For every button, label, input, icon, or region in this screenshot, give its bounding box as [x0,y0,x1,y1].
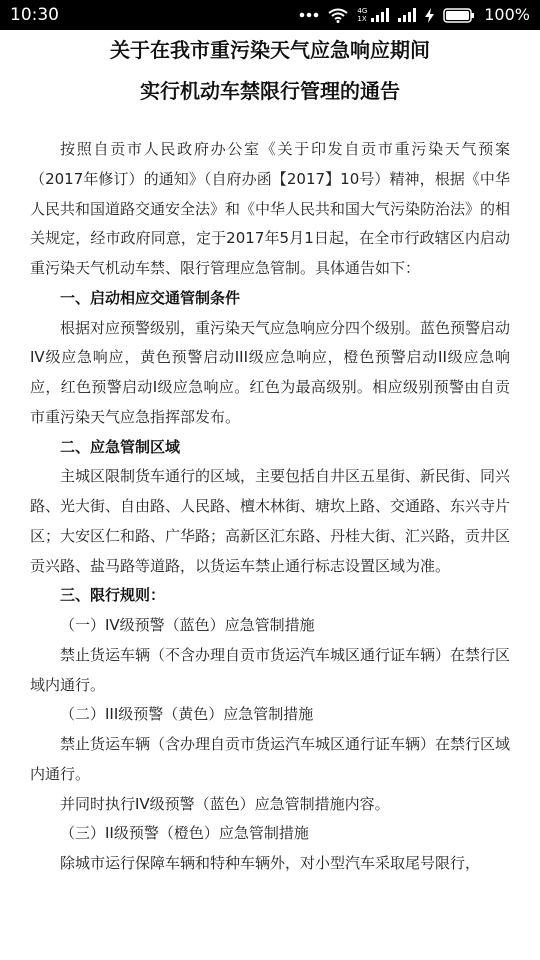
body-paragraph: 根据对应预警级别，重污染天气应急响应分四个级别。蓝色预警启动IV级应急响应，黄色预警启动III级应急响应，橙色预警启动II级应急响应，红色预警启动I级应急响应。红色为最高级别。相应级别预警由自贡市重污染天气应急指挥部发布。 [30,318,511,426]
signal-bars-icon-1 [371,8,389,22]
section-heading: 二、应急管制区域 [60,437,181,456]
notice-title-line-2: 实行机动车禁限行管理的通告 [140,79,400,103]
more-dots-icon [299,12,319,18]
body-paragraph: （一）IV级预警（蓝色）应急管制措施 [60,616,315,634]
network-4g-label: 4G [357,7,368,15]
body-paragraph: （二）III级预警（黄色）应急管制措施 [60,705,314,724]
body-paragraph: 除城市运行保障车辆和特种车辆外，对小型汽车采取尾号限行， [60,854,481,872]
status-time: 10:30 [10,5,59,25]
body-paragraph: （三）II级预警（橙色）应急管制措施 [60,824,309,843]
signal-bars-icon-2 [398,8,416,22]
network-type-label [357,7,367,23]
charging-bolt-icon [425,8,434,23]
body-paragraph: 禁止货运车辆（不含办理自贡市货运汽车城区通行证车辆）在禁行区域内通行。 [30,645,511,694]
status-icons [299,0,530,30]
wifi-icon [328,8,348,23]
status-bar [0,0,540,30]
battery-icon [443,8,475,23]
body-paragraph: 并同时执行IV级预警（蓝色）应急管制措施内容。 [60,794,390,813]
notice-body [30,135,510,879]
notice-title-line-1: 关于在我市重污染天气应急响应期间 [110,38,430,62]
body-paragraph: 按照自贡市人民政府办公室《关于印发自贡市重污染天气预案（2017年修订）的通知》（自府办函【2017】10号）精神，根据《中华人民共和国道路交通安全法》和《中华人民共和国大气污染防治法》的相关规定，经市政府同意，定于2017年5月1日起，在全市行政辖区内启动重污染天气机动车禁、限行管理应急管制。具体通告如下： [30,140,511,277]
battery-percent: 100% [484,5,530,24]
section-heading: 一、启动相应交通管制条件 [60,288,241,307]
notice-content [0,30,540,960]
body-paragraph: 主城区限制货车通行的区域，主要包括自井区五星街、新民街、同兴路、光大街、自由路、人民路、檀木林街、塘坎上路、交通路、东兴寺片区；大安区仁和路、广华路；高新区汇东路、丹桂大街、汇兴路，贡井区贡兴路、盐马路等道路，以货运车禁止通行标志设置区域为准。 [30,467,511,575]
network-1x-label: 1X [357,15,367,23]
body-paragraph: 禁止货运车辆（含办理自贡市货运汽车城区通行证车辆）在禁行区域内通行。 [30,735,511,783]
section-heading: 三、限行规则： [60,586,166,605]
